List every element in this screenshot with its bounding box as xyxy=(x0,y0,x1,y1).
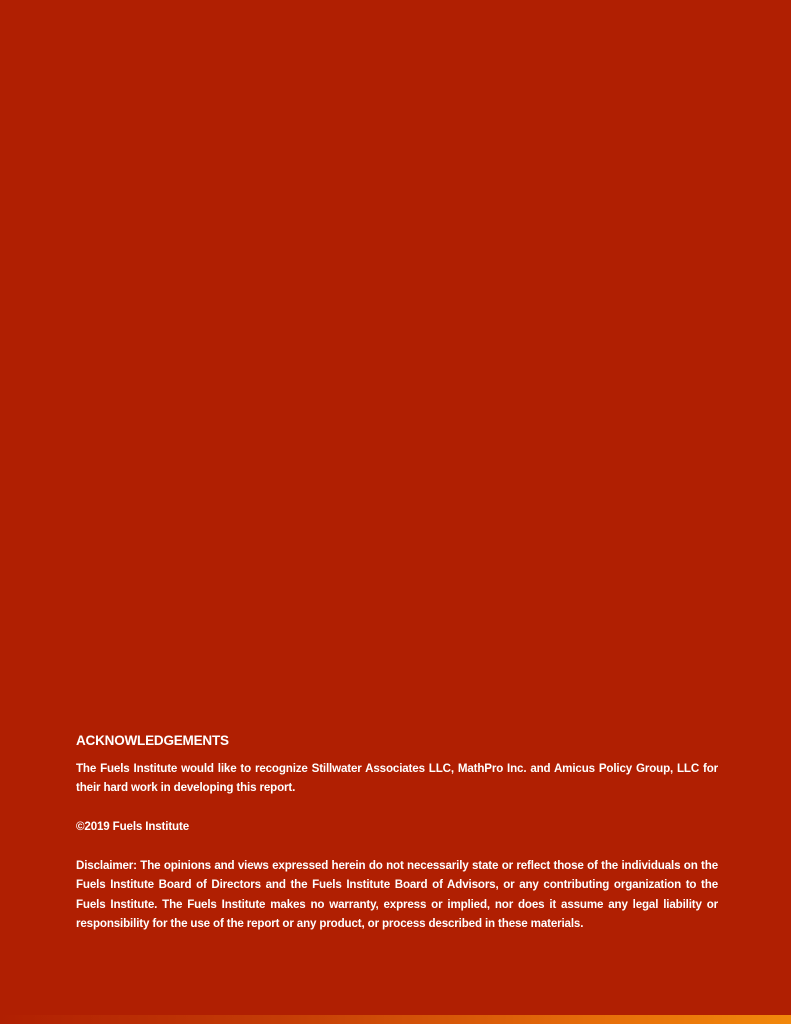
gradient-accent-bar xyxy=(0,1015,791,1024)
acknowledgements-section xyxy=(76,733,718,934)
acknowledgements-heading: ACKNOWLEDGEMENTS xyxy=(76,733,229,748)
disclaimer-text: Disclaimer: The opinions and views expressed herein do not necessarily state or reflect those of the individuals on the Fuels Institute Board of Directors and the Fuels Institute Board of Advisors, or any contributing organization to the Fuels Institute. The Fuels Institute makes no warranty, express or implied, nor does it assume any legal liability or responsibility for the use of the report or any product, or process described in these materials. xyxy=(76,859,718,931)
acknowledgements-thanks-text: The Fuels Institute would like to recognize Stillwater Associates LLC, MathPro Inc. and Amicus Policy Group, LLC for their hard work in developing this report. xyxy=(76,762,718,795)
copyright-text: ©2019 Fuels Institute xyxy=(76,820,189,834)
